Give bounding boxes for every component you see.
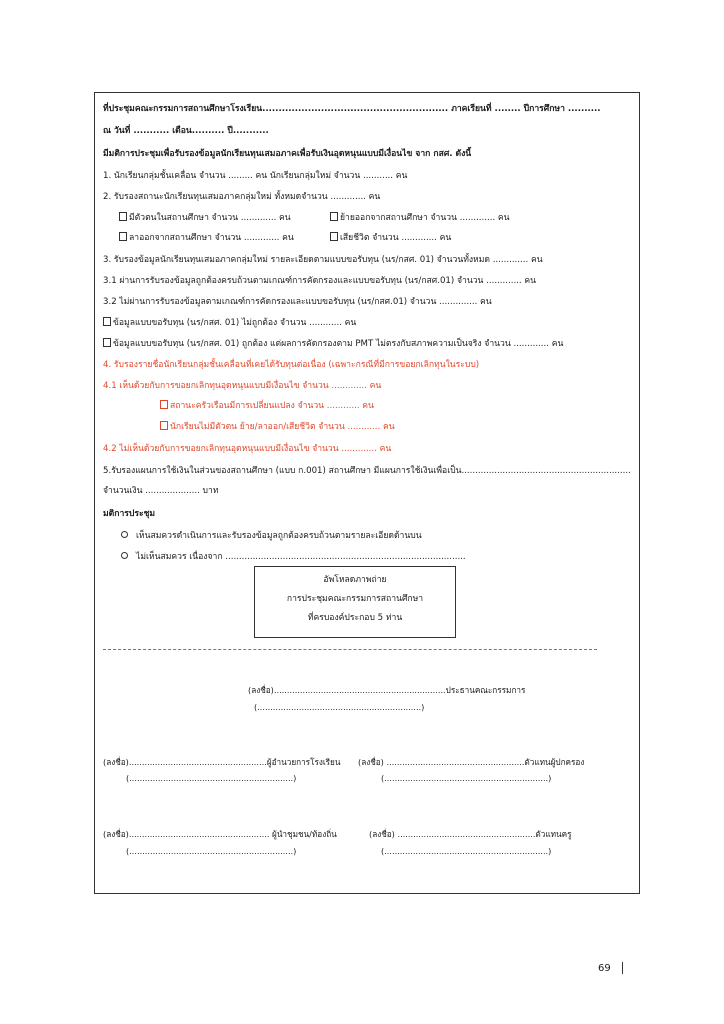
signature-teacher-name: (...............................................................) [381,846,552,856]
item-3-2: 3.2 ไม่ผ่านการรับรองข้อมูลตามเกณฑ์การคัดกรองและแบบขอรับทุน (นร/กสศ.01) จำนวน .............. คน [103,297,492,307]
item-3-2-pmt-label: ข้อมูลแบบขอรับทุน (นร/กสศ. 01) ถูกต้อง แต่ผลการคัดกรองตาม PMT ไม่ตรงกับสภาพความเป็นจริง จำนวน ............. คน [113,339,564,349]
checkbox-moved[interactable] [330,212,338,221]
signature-community: (ลงชื่อ)...................................................... ผู้นำชุมชน/ท้องถิ่น [103,829,337,839]
item-5: 5.รับรองแผนการใช้เงินในส่วนของสถานศึกษา (แบบ ก.001) สถานศึกษา มีแผนการใช้เงินเพื่อเป็น.............................................................. [103,466,631,476]
item-4: 4. รับรองรายชื่อนักเรียนกลุ่มชั้นเคลื่อนที่เคยได้รับทุนต่อเนื่อง (เฉพาะกรณีที่มีการขอยกเลิกทุนในระบบ) [103,360,480,370]
upload-line-2: การประชุมคณะกรรมการสถานศึกษา [286,594,424,604]
option-agree-label: เห็นสมควรดำเนินการและรับรองข้อมูลถูกต้องครบถ้วนตามรายละเอียดด้านบน [136,531,422,541]
checkbox-deceased[interactable] [330,232,338,241]
item-4-1: 4.1 เห็นด้วยกับการขอยกเลิกทุนอุดหนุนแบบมีเงื่อนไข จำนวน ............. คน [103,381,382,391]
item-2-present-label: มีตัวตนในสถานศึกษา จำนวน ............. คน [129,213,291,223]
radio-agree[interactable] [121,531,128,538]
checkbox-household[interactable] [160,400,168,409]
resolution-title: มติการประชุม [103,509,156,519]
item-2-resigned-label: ลาออกจากสถานศึกษา จำนวน ............. คน [129,233,294,243]
upload-line-1: อัพโหลดภาพถ่าย [323,575,387,585]
item-3-1: 3.1 ผ่านการรับรองข้อมูลถูกต้องครบถ้วนตามเกณฑ์การคัดกรองและแบบขอรับทุน (นร/กสศ.01) จำนวน ............. คน [103,276,537,286]
item-4-1-absent [160,421,395,433]
item-2-moved-label: ย้ายออกจากสถานศึกษา จำนวน ............. คน [340,213,510,223]
signature-parent: (ลงชื่อ) .....................................................ตัวแทนผู้ปกครอง [358,757,585,767]
signature-parent-name: (...............................................................) [381,773,552,783]
item-3-2-pmt [103,338,563,350]
item-4-1-household-label: สถานะครัวเรือนมีการเปลี่ยนแปลง จำนวน ............ คน [170,401,374,411]
item-2-deceased-label: เสียชีวิต จำนวน ............. คน [340,233,452,243]
item-2: 2. รับรองสถานะนักเรียนทุนเสมอภาคกลุ่มใหม่ ทั้งหมดจำนวน ............. คน [103,192,381,202]
item-3-2-incorrect-label: ข้อมูลแบบขอรับทุน (นร/กสศ. 01) ไม่ถูกต้อง จำนวน ............ คน [113,318,357,328]
signature-community-name: (...............................................................) [126,846,297,856]
checkbox-present[interactable] [119,212,127,221]
divider [103,649,597,650]
item-1: 1. นักเรียนกลุ่มชั้นเคลื่อน จำนวน ......... คน นักเรียนกลุ่มใหม่ จำนวน ........... คน [103,171,408,181]
item-2-resigned [119,232,294,244]
page-number-divider [622,962,623,974]
item-3: 3. รับรองข้อมูลนักเรียนทุนเสมอภาคกลุ่มใหม่ รายละเอียดตามแบบขอรับทุน (นร/กสศ. 01) จำนวนทั้งหมด ............. คน [103,255,543,265]
item-4-1-absent-label: นักเรียนไม่มีตัวตน ย้าย/ลาออก/เสียชีวิต จำนวน ............ คน [170,422,395,432]
checkbox-incorrect[interactable] [103,317,111,326]
item-3-2-incorrect [103,317,356,329]
meeting-header: ที่ประชุมคณะกรรมการสถานศึกษาโรงเรียน......................................................... ภาคเรียนที่ ........ ปีการศึกษา .......... [103,104,601,114]
signature-teacher: (ลงชื่อ) .....................................................ตัวแทนครู [369,829,572,839]
checkbox-resigned[interactable] [119,232,127,241]
checkbox-pmt[interactable] [103,338,111,347]
item-5-amount: จำนวนเงิน .................... บาท [103,486,219,496]
item-2-deceased [330,232,451,244]
photo-upload-box[interactable] [254,566,456,638]
signature-chair-name: (...............................................................) [254,702,425,712]
item-2-moved [330,212,510,224]
signature-director-name: (...............................................................) [126,773,297,783]
radio-disagree[interactable] [121,552,128,559]
checkbox-absent[interactable] [160,421,168,430]
page-number: 69 [598,963,611,974]
item-4-1-household [160,400,374,412]
signature-director: (ลงชื่อ).....................................................ผู้อำนวยการโรงเรียน [103,757,341,767]
option-disagree-label: ไม่เห็นสมควร เนื่องจาก ........................................................................................ [136,552,466,562]
option-agree [121,530,422,542]
upload-line-3: ที่ครบองค์ประกอบ 5 ท่าน [307,613,403,623]
resolution-heading: มีมติการประชุมเพื่อรับรองข้อมูลนักเรียนทุนเสมอภาคเพื่อรับเงินอุดหนุนแบบมีเงื่อนไข จาก กสศ. ดังนี้ [103,149,472,159]
item-2-present [119,212,291,224]
item-4-2: 4.2 ไม่เห็นด้วยกับการขอยกเลิกทุนอุดหนุนแบบมีเงื่อนไข จำนวน ............. คน [103,444,392,454]
signature-chair: (ลงชื่อ)..................................................................ประธานคณะกรรมการ [248,685,526,695]
option-disagree [121,551,466,563]
meeting-date: ณ วันที่ ........... เดือน.......... ปี........... [103,126,269,136]
